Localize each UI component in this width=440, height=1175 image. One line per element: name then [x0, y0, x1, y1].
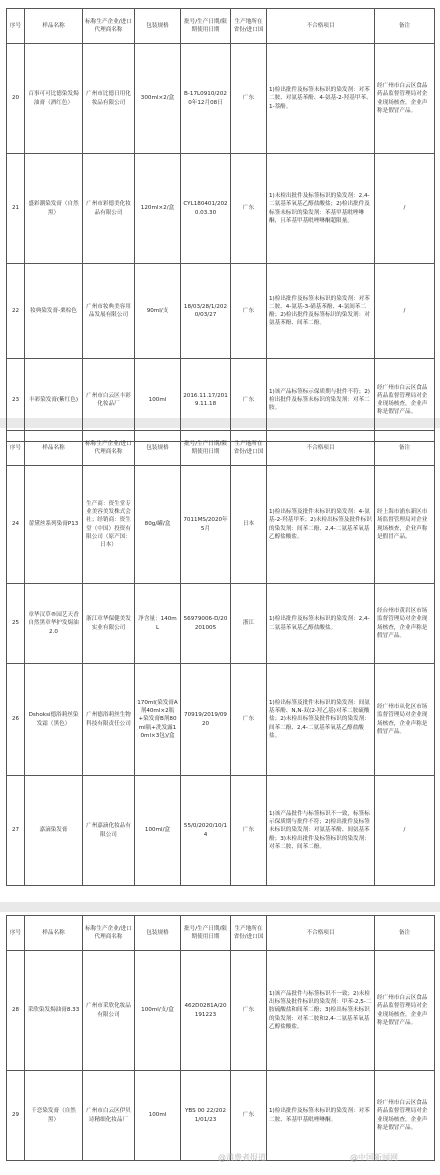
- table-row: [7, 584, 435, 664]
- col-origin-header: 生产地所在省份/进口国: [231, 916, 267, 951]
- origin-province: 广东: [231, 776, 267, 886]
- batch-number: B-17L0910/2020年12月08日: [181, 44, 231, 154]
- company-name: 广州市白云区丰彩化妆品厂: [83, 359, 135, 442]
- watermark-left: @消费者报道: [218, 1153, 266, 1162]
- sample-name: 采欣染发焗油膏8.33: [25, 951, 83, 1071]
- inspection-table: [6, 430, 435, 886]
- origin-province: 日本: [231, 466, 267, 584]
- col-remarks-header: 备注: [375, 431, 435, 466]
- remarks: /: [375, 264, 435, 359]
- serial-number: 24: [7, 466, 25, 584]
- table-section-3: [6, 915, 434, 1161]
- serial-number: 27: [7, 776, 25, 886]
- batch-number: 18/03/28/1/2020/03/27: [181, 264, 231, 359]
- origin-province: 广东: [231, 44, 267, 154]
- sample-name: 章华汉草®园艺天香自然黑章华护发焗油2.0: [25, 584, 83, 664]
- batch-number: CYL180401/2020.03.30: [181, 154, 231, 264]
- package-spec: 100ml: [135, 359, 181, 442]
- remarks: 经广州市白云区食品药品监督管理局对企业现场核查，企业声称是假冒产品。: [375, 1071, 435, 1161]
- company-name: 广州市彩德美化妆品有限公司: [83, 154, 135, 264]
- batch-number: 56979006-D/20201005: [181, 584, 231, 664]
- failed-items: 1)检出批件及标签未标识的染发剂：2,4-二氨基苯氧基乙醇盐酸盐。: [267, 584, 375, 664]
- table-header-row: [7, 9, 435, 44]
- origin-province: 广东: [231, 664, 267, 776]
- table-row: [7, 664, 435, 776]
- col-no-header: 序号: [7, 916, 25, 951]
- section-divider: [0, 902, 440, 912]
- col-package-header: 包装规格: [135, 916, 181, 951]
- batch-number: 70919/2019/0920: [181, 664, 231, 776]
- col-package-header: 包装规格: [135, 9, 181, 44]
- inspection-table: [6, 8, 435, 442]
- col-batch-header: 批号/生产日期/限期使用日期: [181, 9, 231, 44]
- batch-number: 7011MS/2020年5月: [181, 466, 231, 584]
- package-spec: 90ml/支: [135, 264, 181, 359]
- package-spec: 120ml×2/盒: [135, 154, 181, 264]
- company-name: 广州市采欣化妆品有限公司: [83, 951, 135, 1071]
- package-spec: 100ml/支/盒: [135, 951, 181, 1071]
- col-origin-header: 生产地所在省份/进口国: [231, 431, 267, 466]
- watermark-right: @中国新闻网: [350, 1153, 398, 1162]
- serial-number: 28: [7, 951, 25, 1071]
- failed-items: 1)检出标签及批件未标识的染发剂：4-氨基-2-羟基甲苯；2)未检出标签及批件标识的染发剂：间苯二酚、2,4-二氨基苯氧基乙醇盐酸盐。: [267, 466, 375, 584]
- sample-name: 嘉滴染发膏: [25, 776, 83, 886]
- batch-number: 2016.11.17/2019.11.18: [181, 359, 231, 442]
- table-row: [7, 951, 435, 1071]
- origin-province: 广东: [231, 154, 267, 264]
- sample-name: 盛彩潮染发膏（自然黑）: [25, 154, 83, 264]
- remarks: 经广州市从化区市场监督管理局对企业现场核查，企业声称是假冒产品。: [375, 664, 435, 776]
- col-sample-name-header: 样品名称: [25, 916, 83, 951]
- serial-number: 21: [7, 154, 25, 264]
- company-name: 广州市妆典美容用品发展有限公司: [83, 264, 135, 359]
- batch-number: 55/0/2020/10/14: [181, 776, 231, 886]
- company-name: 广州市比德日用化妆品有限公司: [83, 44, 135, 154]
- package-spec: 净含量：140mL: [135, 584, 181, 664]
- remarks: 经台州市黄岩区市场监督管理局对企业现场核查，企业声称是假冒产品。: [375, 584, 435, 664]
- origin-province: 广东: [231, 264, 267, 359]
- failed-items: 1)检出批件及标签未标识的染发剂：对苯二胺、4-氨基-3-硝基苯酚、4-氯间苯二酚；2)检出批件及标签标识的染发剂：对氨基苯酚、间苯二酚。: [267, 264, 375, 359]
- col-failed-items-header: 不合格项目: [267, 916, 375, 951]
- remarks: /: [375, 776, 435, 886]
- serial-number: 22: [7, 264, 25, 359]
- col-package-header: 包装规格: [135, 431, 181, 466]
- serial-number: 20: [7, 44, 25, 154]
- remarks: /: [375, 154, 435, 264]
- failed-items: 1)检出批件及标签未标识的染发剂：对苯二胺、对氨基苯酚、4-氨基-2-羟基甲苯、1-萘酚。: [267, 44, 375, 154]
- col-batch-header: 批号/生产日期/限期使用日期: [181, 916, 231, 951]
- failed-items: 1)未检出批件及标签标识的染发剂：2,4-二氨基苯氧基乙醇盐酸盐；2)检出批件及标签未标识的染发剂：苯基甲基吡唑啉酮，且苯基甲基吡唑啉酮超限量。: [267, 154, 375, 264]
- table-header-row: [7, 916, 435, 951]
- col-failed-items-header: 不合格项目: [267, 431, 375, 466]
- batch-number: 462D0281A/20191223: [181, 951, 231, 1071]
- table-row: [7, 44, 435, 154]
- sample-name: 百事可可比德染发焗油膏（酒红色）: [25, 44, 83, 154]
- table-row: [7, 466, 435, 584]
- company-name: 广州市白云区伊贝诗精细化妆品厂: [83, 1071, 135, 1161]
- company-name: 广州德浴莉丝生物科技有限责任公司: [83, 664, 135, 776]
- failed-items: 1)检出标签及批件未标识的染发剂：间氨基苯酚、N,N-双(2-羟乙基)对苯二胺硫酸盐；2)未检出标签及批件标识的染发剂：间苯二酚、2,4-二氨基苯氧基乙醇盐酸盐。: [267, 664, 375, 776]
- col-failed-items-header: 不合格项目: [267, 9, 375, 44]
- col-no-header: 序号: [7, 9, 25, 44]
- company-name: 生产商：资生堂专业美容美发株式会社；经销商：资生堂（中国）投资有限公司（原产国：日本）: [83, 466, 135, 584]
- origin-province: 广东: [231, 359, 267, 442]
- company-name: 广州嘉滴化妆品有限公司: [83, 776, 135, 886]
- table-header-row: [7, 431, 435, 466]
- package-spec: 170ml(染发膏A剂40ml×2瓶+染发膏B剂80ml瓶+洗发露10ml×3包)/盒: [135, 664, 181, 776]
- col-remarks-header: 备注: [375, 9, 435, 44]
- col-no-header: 序号: [7, 431, 25, 466]
- col-company-header: 标称生产企业/进口代理商名称: [83, 9, 135, 44]
- table-row: [7, 1071, 435, 1161]
- serial-number: 26: [7, 664, 25, 776]
- batch-number: YBS 00 22/2021/01/23: [181, 1071, 231, 1161]
- company-name: 浙江章华保健美发实业有限公司: [83, 584, 135, 664]
- sample-name: 妆典染发膏-栗棕色: [25, 264, 83, 359]
- package-spec: 300ml×2/盒: [135, 44, 181, 154]
- origin-province: 广东: [231, 951, 267, 1071]
- remarks: 经广州市白云区食品药品监督管理局对企业现场核查，企业声称是假冒产品。: [375, 359, 435, 442]
- col-origin-header: 生产地所在省份/进口国: [231, 9, 267, 44]
- remarks: 经广州市白云区食品药品监督管理局对企业现场核查，企业声称是假冒产品。: [375, 951, 435, 1071]
- serial-number: 29: [7, 1071, 25, 1161]
- package-spec: 100ml/盒: [135, 776, 181, 886]
- serial-number: 25: [7, 584, 25, 664]
- col-company-header: 标称生产企业/进口代理商名称: [83, 916, 135, 951]
- sample-name: 蕾黛丝系列染膏P13: [25, 466, 83, 584]
- origin-province: 浙江: [231, 584, 267, 664]
- table-row: [7, 154, 435, 264]
- package-spec: 100ml: [135, 1071, 181, 1161]
- col-remarks-header: 备注: [375, 916, 435, 951]
- failed-items: 1)该产品批件与标签标识不一致，标签标示保质期与批件不符；2)检出批件及标签未标识的染发剂：对氨基苯酚、间氨基苯酚；3)未检出批件及标签标识的染发剂：对苯二胺、间苯二酚。: [267, 776, 375, 886]
- failed-items: 1)该产品批件与标签标识不一致；2)未检出标签及批件标识的染发剂：甲苯-2,5-二胺硫酸盐和间苯二酚；3)检出标签未标识的染发剂：对苯二胺和2,4-二氨基苯氧基乙醇盐酸盐。: [267, 951, 375, 1071]
- sample-name: Dshoksi德浴莉丝染发霜（黑色）: [25, 664, 83, 776]
- serial-number: 23: [7, 359, 25, 442]
- remarks: 经广州市白云区食品药品监督管理局对企业现场核查，企业声称是假冒产品。: [375, 44, 435, 154]
- sample-name: 丰彩染发膏(紫红色): [25, 359, 83, 442]
- origin-province: 广东: [231, 1071, 267, 1161]
- inspection-table: [6, 915, 435, 1161]
- package-spec: 80g/罐/盒: [135, 466, 181, 584]
- table-section-2: [6, 430, 434, 886]
- col-sample-name-header: 样品名称: [25, 9, 83, 44]
- table-row: [7, 776, 435, 886]
- table-section-1: [6, 8, 434, 442]
- col-sample-name-header: 样品名称: [25, 431, 83, 466]
- table-row: [7, 264, 435, 359]
- col-batch-header: 批号/生产日期/限期使用日期: [181, 431, 231, 466]
- col-company-header: 标称生产企业/进口代理商名称: [83, 431, 135, 466]
- sample-name: 千恋染发膏（自然黑）: [25, 1071, 83, 1161]
- remarks: 经上海市浦东新区市场监督管理局对企业现场核查，企业声称是假冒产品。: [375, 466, 435, 584]
- failed-items: 1)检出批件及标签未标识的染发剂：对苯二胺、苯基甲基吡唑啉酮。: [267, 1071, 375, 1161]
- failed-items: 1)该产品标签标示保质期与批件不符；2)检出批件及标签未标识的染发剂：对苯二胺。: [267, 359, 375, 442]
